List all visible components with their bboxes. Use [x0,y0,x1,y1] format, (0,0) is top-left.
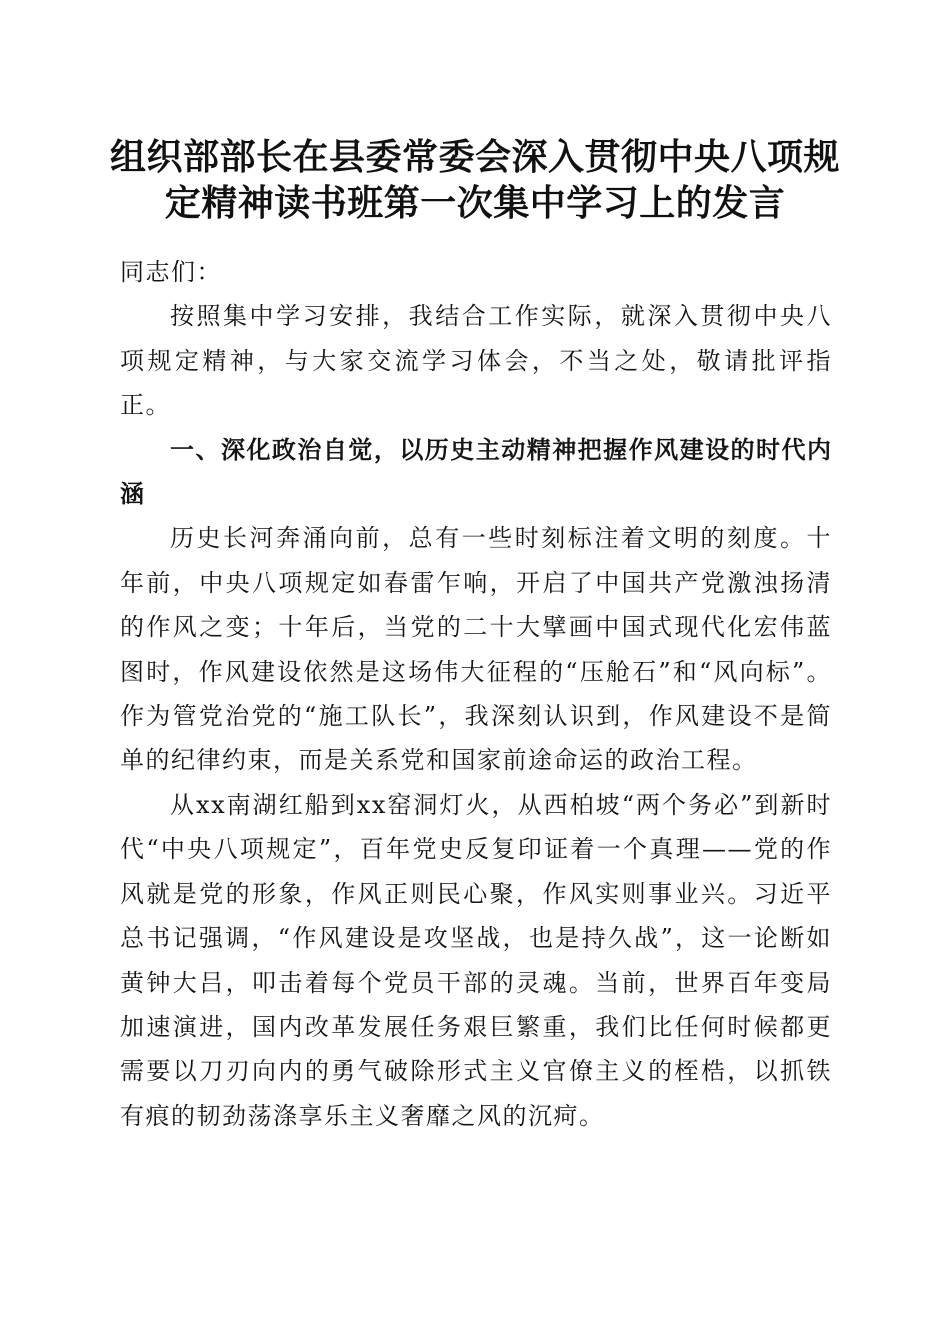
title-line-2: 定精神读书班第一次集中学习上的发言 [164,182,786,224]
salutation: 同志们： [120,258,222,286]
body-paragraph-1: 历史长河奔涌向前，总有一些时刻标注着文明的刻度。十年前，中央八项规定如春雷乍响，开启了中国共产党激浊扬清的作风之变；十年后，当党的二十大擘画中国式现代化宏伟蓝图时，作风建设依然是这场伟大征程的“压舱石”和“风向标”。作为管党治党的“施工队长”，我深刻认识到，作风建设不是简单的纪律约束，而是关系党和国家前途命运的政治工程。 [120,524,832,775]
body-paragraph-2: 从xx南湖红船到xx窑洞灯火，从西柏坡“两个务必”到新时代“中央八项规定”，百年党史反复印证着一个真理——党的作风就是党的形象，作风正则民心聚，作风实则事业兴。习近平总书记强调，“作风建设是攻坚战，也是持久战”，这一论断如黄钟大吕，叩击着每个党员干部的灵魂。当前，世界百年变局加速演进，国内改革发展任务艰巨繁重，我们比任何时候都更需要以刀刃向内的勇气破除形式主义官僚主义的桎梏，以抓铁有痕的韧劲荡涤享乐主义奢靡之风的沉疴。 [120,790,832,1130]
section-heading-1: 一、深化政治自觉，以历史主动精神把握作风建设的时代内涵 [120,434,832,509]
document-title [100,134,850,226]
document-body [120,250,832,1138]
intro-paragraph: 按照集中学习安排，我结合工作实际，就深入贯彻中央八项规定精神，与大家交流学习体会，不当之处，敬请批评指正。 [120,302,832,420]
title-line-1: 组织部部长在县委常委会深入贯彻中央八项规 [109,136,840,178]
